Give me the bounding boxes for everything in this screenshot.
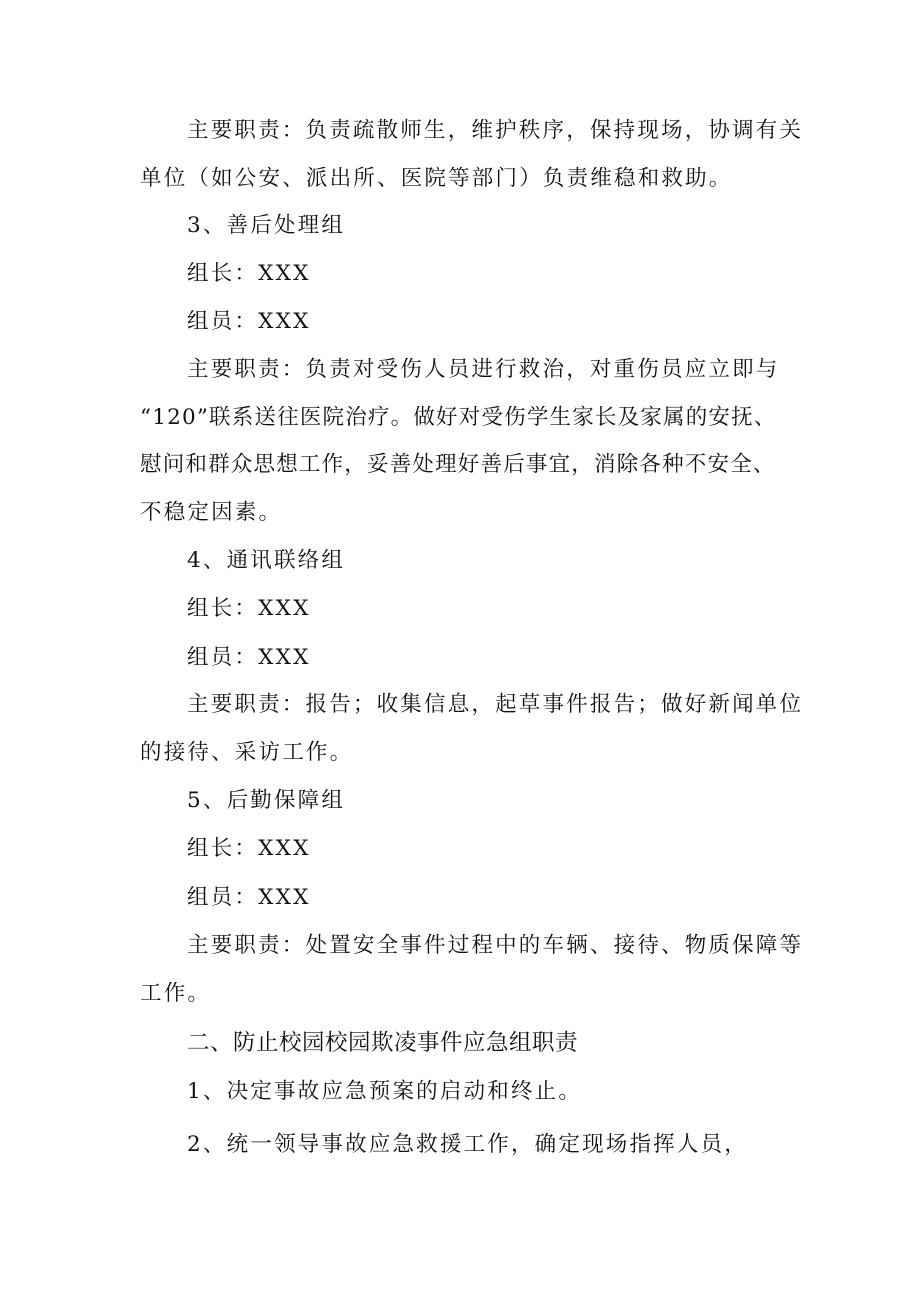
chapter-heading: 二、防止校园校园欺凌事件应急组职责 (187, 1030, 579, 1056)
list-item: 1、决定事故应急预案的启动和终止。 (187, 1079, 583, 1104)
group-member-line: 组员：XXX (187, 645, 311, 670)
paragraph-line: 单位（如公安、派出所、医院等部门）负责维稳和救助。 (140, 166, 733, 191)
group-leader-line: 组长：XXX (187, 836, 311, 861)
paragraph-line: 工作。 (140, 981, 212, 1006)
group-member-line: 组员：XXX (187, 885, 311, 910)
group-member-line: 组员：XXX (187, 309, 311, 334)
section-heading: 4、通讯联络组 (187, 548, 346, 573)
list-item: 2、统一领导事故应急救援工作，确定现场指挥人员， (187, 1132, 748, 1157)
group-leader-line: 组长：XXX (187, 261, 311, 286)
paragraph-line: 不稳定因素。 (140, 500, 283, 525)
paragraph-line: 主要职责：负责对受伤人员进行救治，对重伤员应立即与 (187, 357, 780, 382)
group-leader-line: 组长：XXX (187, 596, 311, 621)
section-heading: 5、后勤保障组 (187, 788, 346, 813)
paragraph-line: 慰问和群众思想工作，妥善处理好善后事宜，消除各种不安全、 (140, 452, 776, 477)
paragraph-line: 的接待、采访工作。 (140, 740, 354, 765)
paragraph-line: 主要职责：处置安全事件过程中的车辆、接待、物质保障等 (187, 933, 804, 958)
paragraph-line: “120”联系送往医院治疗。做好对受伤学生家长及家属的安抚、 (140, 405, 777, 430)
section-heading: 3、善后处理组 (187, 213, 346, 238)
paragraph-line: 主要职责：负责疏散师生，维护秩序，保持现场，协调有关 (187, 118, 804, 143)
paragraph-line: 主要职责：报告；收集信息，起草事件报告；做好新闻单位 (187, 692, 804, 717)
